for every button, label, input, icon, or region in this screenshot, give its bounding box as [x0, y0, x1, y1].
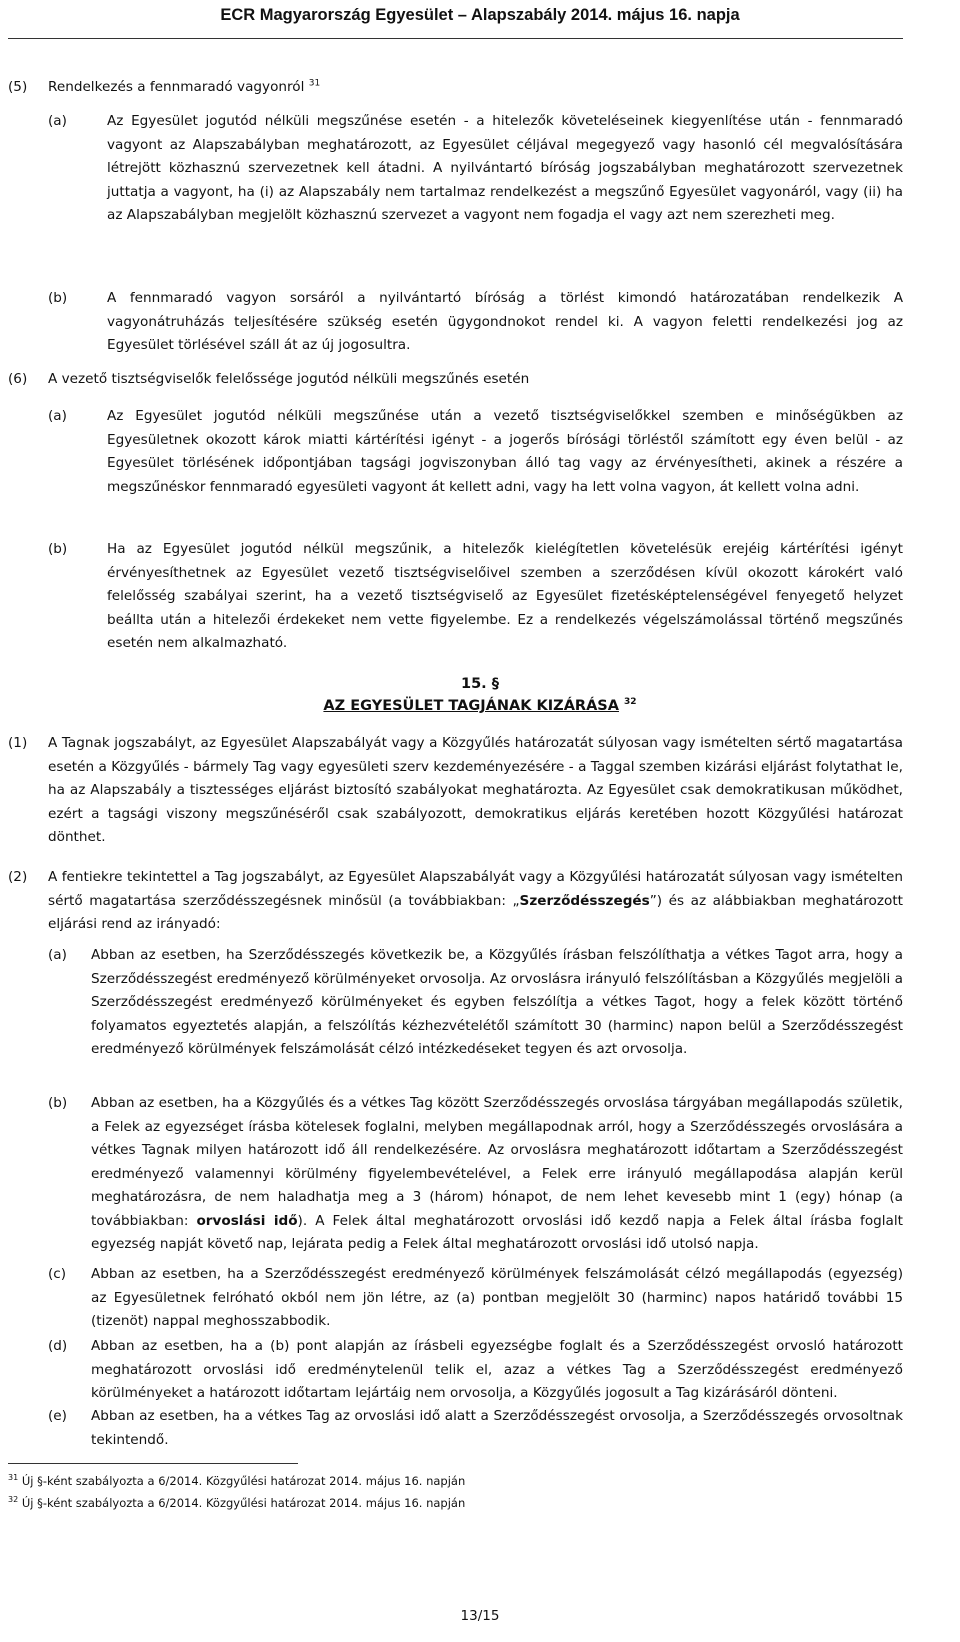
item-2a-label: (a)	[48, 947, 67, 963]
footnote-31-ref: 31	[8, 1473, 19, 1483]
item-6b-text: Ha az Egyesület jogutód nélkül megszűnik, a hitelezők kielégítetlen követelésük erejéig kártérítési igényt érvényesíthetnek az Egyesület vezető tisztségviselőivel szemben a szerződésen kívül okozott károkért való felelősség szabályai szerint, ha a vezető tisztségviselő az Egyesület fizetésképtelenségével fenyegető helyzet beállta után a hitelezői érdekeket nem vette figyelembe. Ez a rendelkezés végelszámolással történő megszűnés esetén nem alkalmazható.	[107, 541, 903, 651]
footnote-31-text: Új §-ként szabályozta a 6/2014. Közgyűlési határozat 2014. május 16. napján	[21, 1474, 466, 1488]
footnote-rule	[8, 1463, 298, 1464]
item-2b-text	[91, 1092, 903, 1257]
defined-term-orvoslasi-ido: orvoslási idő	[196, 1212, 298, 1229]
paragraph-2-number: (2)	[8, 869, 28, 885]
item-2d-label: (d)	[48, 1338, 68, 1354]
section-15-number: 15. §	[461, 676, 499, 692]
paragraph-2-text-part1: A fentiekre tekintettel a Tag jogszabályt, az Egyesület Alapszabályát vagy a Közgyűlési határozatát súlyosan vagy ismételten sértő magatartása szerződésszegésnek minősül (a továbbiakban: „	[48, 869, 903, 909]
section-6-title: A vezető tisztségviselők felelőssége jogutód nélküli megszűnés esetén	[48, 371, 530, 387]
item-2a-text: Abban az esetben, ha Szerződésszegés következik be, a Közgyűlés írásban felszólíthatja a vétkes Tagot arra, hogy a Szerződésszegést eredményező körülményeket orvosolja. Az orvoslásra irányuló felszólításban a Közgyűlés megjelöli a Szerződésszegést eredményező körülményeket és egyben felszólítja a vétkes Tagot, hogy a felek között történő folyamatos egyeztetés alapján, a felszólítás kézhezvételétől számított 30 (harminc) napon belül a Szerződésszegést eredményező körülmények felszámolását célzó intézkedéseket tegyen és azt orvosolja.	[91, 947, 903, 1057]
item-5a-label: (a)	[48, 113, 67, 129]
item-2d-text: Abban az esetben, ha a (b) pont alapján az írásbeli egyezségbe foglalt és a Szerződésszegést orvosló határozott meghatározott orvoslási idő eredménytelenül telik el, azaz a vétkes Tag a Szerződésszegést eredményező körülményeket a határozott időtartam lejártáig nem orvosolja, a Közgyűlés jogosult a Tag kizárásáról dönteni.	[91, 1338, 903, 1401]
item-6b-label: (b)	[48, 541, 68, 557]
footnote-ref-32: 32	[624, 697, 637, 708]
footnote-32	[8, 1494, 465, 1512]
section-5-title	[48, 76, 648, 100]
item-6a-label: (a)	[48, 408, 67, 424]
header-rule	[8, 38, 903, 39]
item-2e-label: (e)	[48, 1408, 67, 1424]
paragraph-2-text	[48, 866, 903, 937]
footnote-32-text: Új §-ként szabályozta a 6/2014. Közgyűlési határozat 2014. május 16. napján	[21, 1496, 466, 1510]
footnote-ref-31: 31	[308, 78, 321, 89]
section-15-title-text: AZ EGYESÜLET TAGJÁNAK KIZÁRÁSA	[323, 698, 619, 714]
item-5b-label: (b)	[48, 290, 68, 306]
item-2c-label: (c)	[48, 1266, 67, 1282]
section-15-title	[0, 698, 960, 714]
section-5-title-text: Rendelkezés a fennmaradó vagyonról	[48, 79, 305, 95]
paragraph-1-number: (1)	[8, 735, 28, 751]
item-5b-text: A fennmaradó vagyon sorsáról a nyilvántartó bíróság a törlést kimondó határozatában rendelkezik A vagyonátruházás teljesítésére szükség esetén ügygondnokot rendel ki. A vagyon feletti rendelkezési jog az Egyesület törlésével száll át az új jogosultra.	[107, 290, 903, 353]
footnote-31	[8, 1472, 465, 1490]
section-5-number: (5)	[8, 79, 28, 95]
footnote-32-ref: 32	[8, 1495, 19, 1505]
item-2e-text: Abban az esetben, ha a vétkes Tag az orvoslási idő alatt a Szerződésszegést orvosolja, a Szerződésszegés orvosoltnak tekintendő.	[91, 1408, 903, 1448]
item-2b-text-part2: ). A Felek által meghatározott orvoslási idő kezdő napja a Felek által írásba foglalt egyezség napját követő nap, lejárata pedig a Felek által meghatározott orvoslási idő utolsó napja.	[91, 1212, 903, 1252]
defined-term-szerzodesszeges: Szerződésszegés	[519, 892, 650, 909]
paragraph-2-text-part2: ”) és az alábbiakban meghatározott eljárási rend az irányadó:	[48, 892, 903, 932]
page-number: 13/15	[460, 1608, 500, 1624]
item-2c-text: Abban az esetben, ha a Szerződésszegést eredményező körülmények felszámolását célzó megállapodás (egyezség) az Egyesületnek felróható okból nem jön létre, az (a) pontban megjelölt 30 (harminc) napos határidő további 15 (tizenöt) nappal meghosszabbodik.	[91, 1266, 903, 1329]
item-2b-text-part1: Abban az esetben, ha a Közgyűlés és a vétkes Tag között Szerződésszegés orvoslása tárgyában megállapodás születik, a Felek az egyezséget írásba kötelesek foglalni, melyben megállapodnak arról, hogy a Szerződésszegés orvoslására a vétkes Tagnak milyen határozott idő áll rendelkezésére. Az orvoslásra meghatározott időtartam a Szerződésszegést eredményező valamennyi körülmény figyelembevételével, a Felek erre irányuló megállapodása alapján kerül meghatározásra, de nem haladhatja meg a 3 (három) hónapot, de nem lehet kevesebb mint 1 (egy) hónap (a továbbiakban:	[91, 1095, 903, 1229]
item-5a-text: Az Egyesület jogutód nélküli megszűnése esetén - a hitelezők követeléseinek kiegyenlítése után - fennmaradó vagyont az Alapszabályban meghatározott, az Egyesület céljával megegyező vagy hasonló cél megvalósítására létrejött közhasznú szervezetnek kell átadni. A nyilvántartó bíróság jogszabályban meghatározott szervezetnek juttatja a vagyont, ha (i) az Alapszabály nem tartalmaz rendelkezést a megszűnő Egyesület vagyonáról, vagy (ii) ha az Alapszabályban megjelölt közhasznú szervezet a vagyont nem fogadja el vagy azt nem szerezheti meg.	[107, 113, 903, 223]
page-header: ECR Magyarország Egyesület – Alapszabály 2014. május 16. napja	[220, 6, 740, 24]
paragraph-1-text: A Tagnak jogszabályt, az Egyesület Alapszabályát vagy a Közgyűlés határozatát súlyosan vagy ismételten sértő magatartása esetén a Közgyűlés - bármely Tag vagy egyesületi szerv kezdeményezésére - a Taggal szemben kizárási eljárást folytathat le, ha az Alapszabály a tisztességes eljárást biztosító szabályokat meghatározta. Az Egyesület csak demokratikusan működhet, ezért a tagsági viszony megszűnéséről csak szabályozott, demokratikus eljárás keretében hozott Közgyűlési határozat dönthet.	[48, 735, 903, 845]
section-6-number: (6)	[8, 371, 28, 387]
item-6a-text: Az Egyesület jogutód nélküli megszűnése után a vezető tisztségviselőkkel szemben e minőségükben az Egyesületnek okozott károk miatti kártérítési igényt - a jogerős bírósági törléstől számított egy éven belül - az Egyesület törlésének időpontjában tagsági jogviszonyban álló tag vagy az érvényesítheti, akinek a részére a megszűnéskor fennmaradó egyesületi vagyont át kellett adni, vagy ha lett volna vagyon, át kellett volna adni.	[107, 408, 903, 495]
item-2b-label: (b)	[48, 1095, 68, 1111]
